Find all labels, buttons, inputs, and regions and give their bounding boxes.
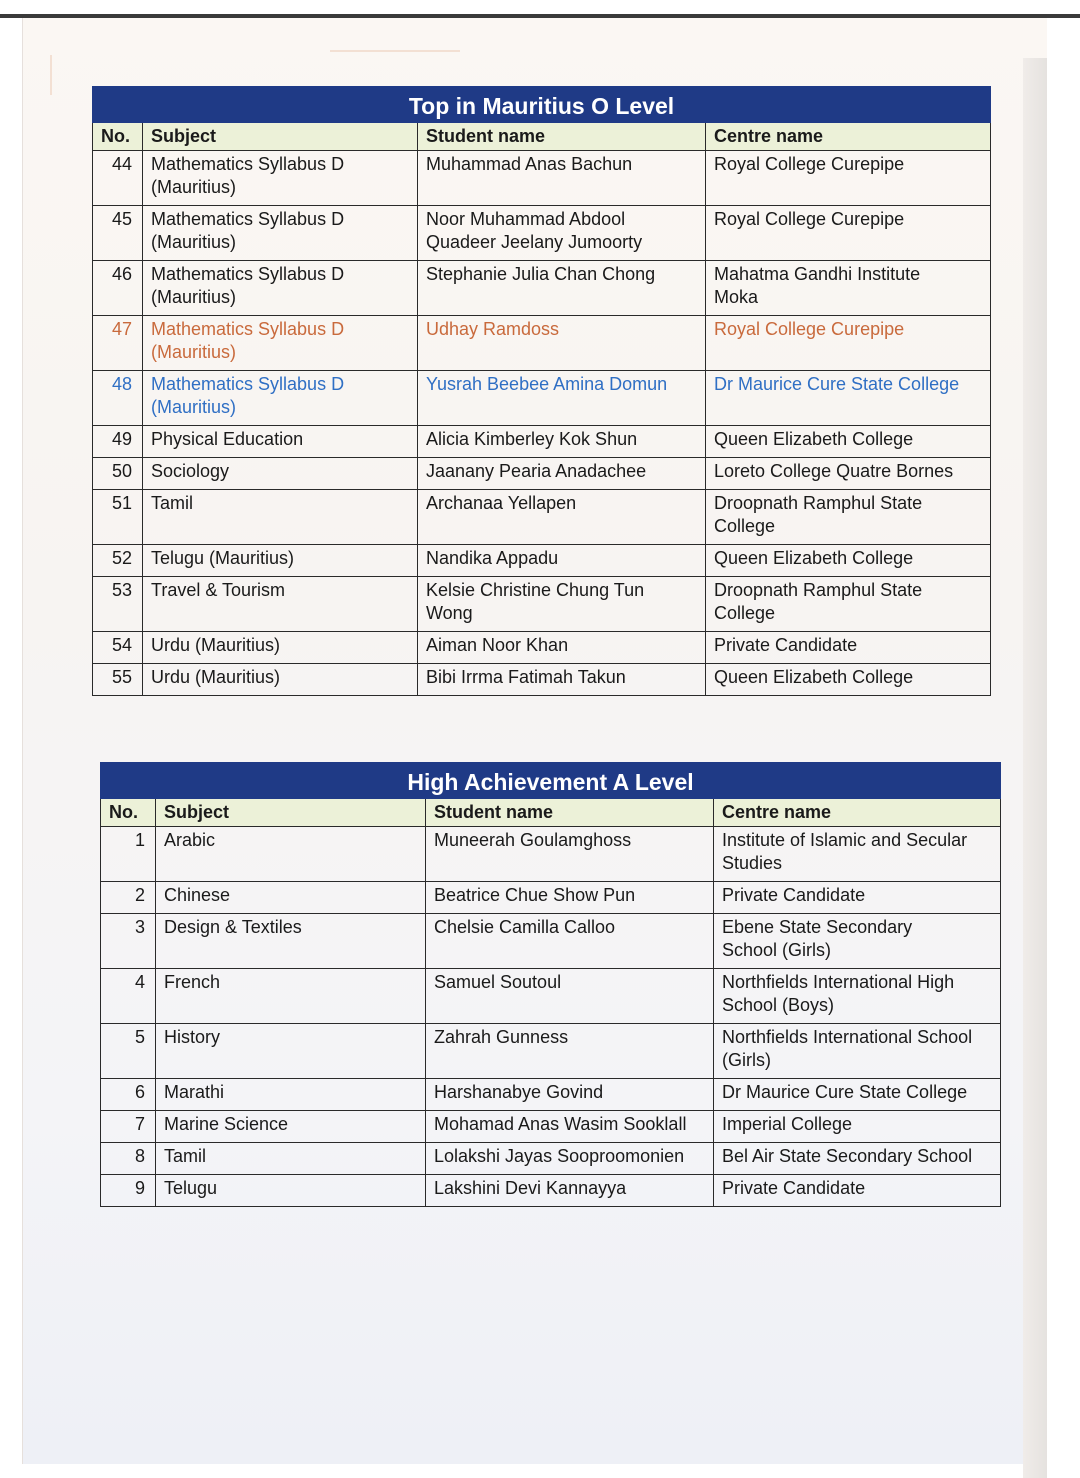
row-number: 46 xyxy=(93,261,143,316)
o-level-table xyxy=(92,86,991,696)
table-row xyxy=(101,1111,1001,1143)
row-number: 8 xyxy=(101,1143,156,1175)
column-header-centre: Centre name xyxy=(706,123,991,151)
subject-cell: Marine Science xyxy=(156,1111,426,1143)
subject-cell: Mathematics Syllabus D (Mauritius) xyxy=(143,316,418,371)
row-number: 54 xyxy=(93,632,143,664)
table-row xyxy=(93,577,991,632)
centre-name-cell: Private Candidate xyxy=(714,1175,1001,1207)
subject-cell: Mathematics Syllabus D (Mauritius) xyxy=(143,206,418,261)
centre-name-cell: Private Candidate xyxy=(714,882,1001,914)
table-row xyxy=(93,151,991,206)
subject-cell: Tamil xyxy=(156,1143,426,1175)
centre-name-cell: Droopnath Ramphul State College xyxy=(706,490,991,545)
student-name-cell: Alicia Kimberley Kok Shun xyxy=(418,426,706,458)
subject-cell: French xyxy=(156,969,426,1024)
student-name-cell: Mohamad Anas Wasim Sooklall xyxy=(426,1111,714,1143)
subject-cell: Mathematics Syllabus D (Mauritius) xyxy=(143,371,418,426)
centre-name-cell: Mahatma Gandhi Institute Moka xyxy=(706,261,991,316)
student-name-cell: Stephanie Julia Chan Chong xyxy=(418,261,706,316)
centre-name-cell: Droopnath Ramphul State College xyxy=(706,577,991,632)
centre-name-cell: Ebene State Secondary School (Girls) xyxy=(714,914,1001,969)
column-header-no: No. xyxy=(101,799,156,827)
subject-cell: Mathematics Syllabus D (Mauritius) xyxy=(143,261,418,316)
subject-cell: Arabic xyxy=(156,827,426,882)
centre-name-cell: Imperial College xyxy=(714,1111,1001,1143)
row-number: 1 xyxy=(101,827,156,882)
student-name-cell: Noor Muhammad Abdool Quadeer Jeelany Jumoorty xyxy=(418,206,706,261)
row-number: 44 xyxy=(93,151,143,206)
student-name-cell: Udhay Ramdoss xyxy=(418,316,706,371)
student-name-cell: Harshanabye Govind xyxy=(426,1079,714,1111)
centre-name-cell: Bel Air State Secondary School xyxy=(714,1143,1001,1175)
page-edge xyxy=(1023,58,1047,1478)
column-header-student: Student name xyxy=(418,123,706,151)
centre-name-cell: Queen Elizabeth College xyxy=(706,664,991,696)
student-name-cell: Yusrah Beebee Amina Domun xyxy=(418,371,706,426)
subject-cell: Telugu (Mauritius) xyxy=(143,545,418,577)
subject-cell: Design & Textiles xyxy=(156,914,426,969)
subject-cell: Sociology xyxy=(143,458,418,490)
centre-name-cell: Private Candidate xyxy=(706,632,991,664)
centre-name-cell: Institute of Islamic and Secular Studies xyxy=(714,827,1001,882)
student-name-cell: Muneerah Goulamghoss xyxy=(426,827,714,882)
column-header-centre: Centre name xyxy=(714,799,1001,827)
student-name-cell: Muhammad Anas Bachun xyxy=(418,151,706,206)
row-number: 9 xyxy=(101,1175,156,1207)
column-header-student: Student name xyxy=(426,799,714,827)
table-row xyxy=(93,490,991,545)
row-number: 52 xyxy=(93,545,143,577)
row-number: 51 xyxy=(93,490,143,545)
table-row xyxy=(101,827,1001,882)
column-header-no: No. xyxy=(93,123,143,151)
table-row xyxy=(93,316,991,371)
row-number: 47 xyxy=(93,316,143,371)
centre-name-cell: Northfields International High School (Boys) xyxy=(714,969,1001,1024)
row-number: 4 xyxy=(101,969,156,1024)
table-row xyxy=(93,371,991,426)
subject-cell: Mathematics Syllabus D (Mauritius) xyxy=(143,151,418,206)
student-name-cell: Beatrice Chue Show Pun xyxy=(426,882,714,914)
subject-cell: Tamil xyxy=(143,490,418,545)
student-name-cell: Lakshini Devi Kannayya xyxy=(426,1175,714,1207)
row-number: 45 xyxy=(93,206,143,261)
table-row xyxy=(101,1143,1001,1175)
subject-cell: Physical Education xyxy=(143,426,418,458)
row-number: 5 xyxy=(101,1024,156,1079)
centre-name-cell: Dr Maurice Cure State College xyxy=(714,1079,1001,1111)
centre-name-cell: Queen Elizabeth College xyxy=(706,426,991,458)
row-number: 3 xyxy=(101,914,156,969)
table-row xyxy=(101,1024,1001,1079)
table-row xyxy=(93,458,991,490)
row-number: 53 xyxy=(93,577,143,632)
student-name-cell: Chelsie Camilla Calloo xyxy=(426,914,714,969)
a-level-table xyxy=(100,762,1001,1207)
subject-cell: Marathi xyxy=(156,1079,426,1111)
o-level-title: Top in Mauritius O Level xyxy=(93,87,991,123)
student-name-cell: Lolakshi Jayas Sooproomonien xyxy=(426,1143,714,1175)
student-name-cell: Nandika Appadu xyxy=(418,545,706,577)
row-number: 2 xyxy=(101,882,156,914)
row-number: 7 xyxy=(101,1111,156,1143)
decorative-hexagon xyxy=(50,55,52,95)
row-number: 49 xyxy=(93,426,143,458)
student-name-cell: Samuel Soutoul xyxy=(426,969,714,1024)
table-row xyxy=(101,1079,1001,1111)
table-row xyxy=(93,632,991,664)
table-row xyxy=(93,664,991,696)
column-header-subject: Subject xyxy=(143,123,418,151)
table-row xyxy=(93,426,991,458)
table-row xyxy=(93,545,991,577)
centre-name-cell: Royal College Curepipe xyxy=(706,151,991,206)
student-name-cell: Bibi Irrma Fatimah Takun xyxy=(418,664,706,696)
student-name-cell: Jaanany Pearia Anadachee xyxy=(418,458,706,490)
table-row xyxy=(101,882,1001,914)
subject-cell: Chinese xyxy=(156,882,426,914)
decorative-hexagon xyxy=(330,50,460,52)
centre-name-cell: Royal College Curepipe xyxy=(706,206,991,261)
table-row xyxy=(101,914,1001,969)
student-name-cell: Kelsie Christine Chung Tun Wong xyxy=(418,577,706,632)
table-row xyxy=(93,261,991,316)
table-row xyxy=(93,206,991,261)
row-number: 50 xyxy=(93,458,143,490)
row-number: 48 xyxy=(93,371,143,426)
row-number: 55 xyxy=(93,664,143,696)
student-name-cell: Aiman Noor Khan xyxy=(418,632,706,664)
centre-name-cell: Northfields International School (Girls) xyxy=(714,1024,1001,1079)
centre-name-cell: Queen Elizabeth College xyxy=(706,545,991,577)
subject-cell: Urdu (Mauritius) xyxy=(143,664,418,696)
student-name-cell: Archanaa Yellapen xyxy=(418,490,706,545)
top-border xyxy=(0,0,1080,18)
table-row xyxy=(101,969,1001,1024)
centre-name-cell: Loreto College Quatre Bornes xyxy=(706,458,991,490)
table-row xyxy=(101,1175,1001,1207)
subject-cell: Travel & Tourism xyxy=(143,577,418,632)
row-number: 6 xyxy=(101,1079,156,1111)
subject-cell: Telugu xyxy=(156,1175,426,1207)
centre-name-cell: Royal College Curepipe xyxy=(706,316,991,371)
centre-name-cell: Dr Maurice Cure State College xyxy=(706,371,991,426)
subject-cell: Urdu (Mauritius) xyxy=(143,632,418,664)
subject-cell: History xyxy=(156,1024,426,1079)
a-level-title: High Achievement A Level xyxy=(101,763,1001,799)
column-header-subject: Subject xyxy=(156,799,426,827)
student-name-cell: Zahrah Gunness xyxy=(426,1024,714,1079)
